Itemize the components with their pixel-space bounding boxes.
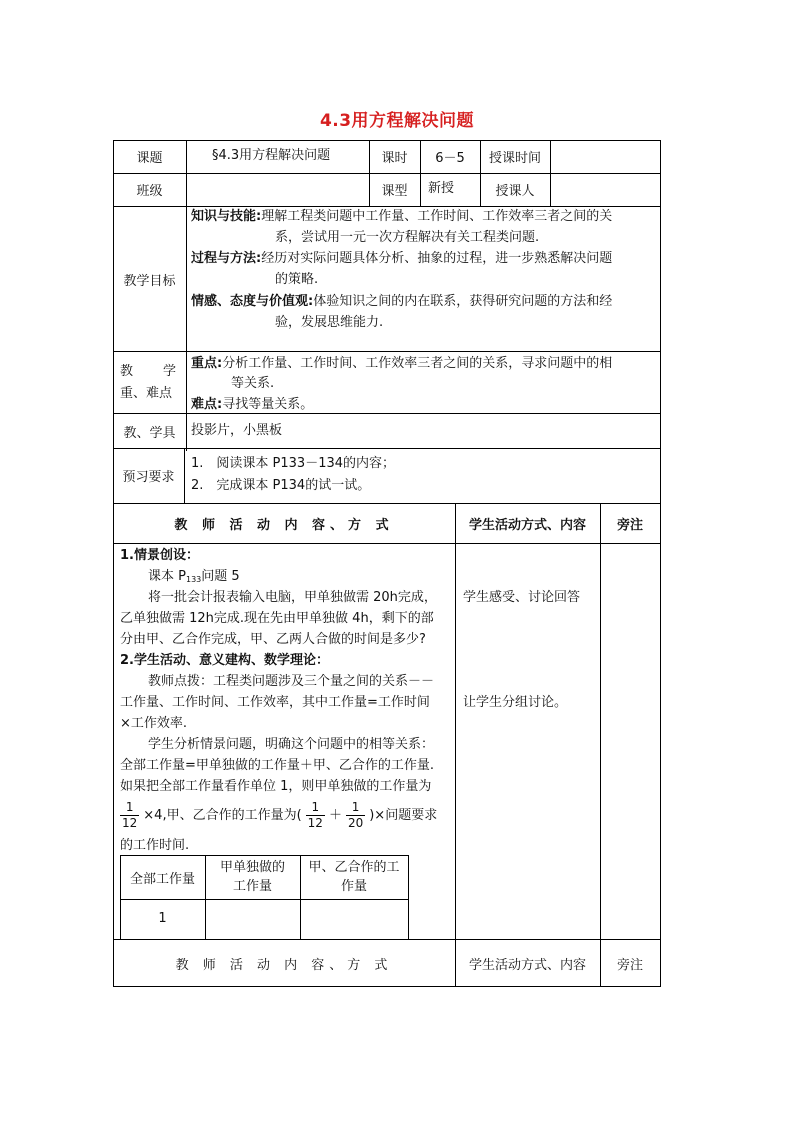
guidance-line-2: 工作量、工作时间、工作效率，其中工作量=工作时间 (120, 695, 430, 710)
period-value: 6－5 (435, 151, 465, 166)
analysis-line-1: 学生分析情景问题，明确这个问题中的相等关系： (148, 737, 435, 752)
teacher-activity-header: 教 师 活 动 内 容、方 式 (174, 518, 394, 533)
problem-line-3: 分由甲、乙合作完成，甲、乙两人合做的时间是多少? (120, 632, 426, 647)
student-activity-1: 学生感受、讨论回答 (463, 590, 581, 605)
section-2-heading: 2.学生活动、意义建构、数学理论： (120, 653, 329, 668)
problem-line-2: 乙单独做需 12h完成.现在先由甲单独做 4h，剩下的部 (120, 611, 434, 626)
textbook-reference: 课本 $P_{133}$问题 5 (148, 569, 240, 584)
knowledge-line2: 系，尝试用一元一次方程解决有关工程类问题. (275, 230, 540, 245)
focus-label-c: 重、难点 (120, 386, 173, 401)
knowledge-title: 知识与技能: (191, 209, 262, 224)
preview-item-2: 2. 完成课本 P134的试一试。 (191, 478, 371, 493)
difficulty-title: 难点: (191, 397, 223, 412)
process-line1: 经历对实际问题具体分析、抽象的过程，进一步熟悉解决问题 (261, 251, 613, 266)
fraction-3-twentieth: $\frac{1}{20}$ (347, 800, 364, 830)
footer-student-header: 学生活动方式、内容 (468, 958, 586, 973)
period-label: 课时 (381, 151, 408, 166)
difficulty-point (191, 395, 313, 415)
section-1-heading: 1.情景创设： (120, 548, 199, 563)
inner-col-jia: 甲单独做的 工作量 (219, 860, 285, 894)
preview-label: 预习要求 (122, 470, 175, 485)
process-title: 过程与方法: (191, 251, 262, 266)
process-goal (191, 249, 612, 269)
focus-label-a: 教 (120, 364, 134, 379)
topic-label: 课题 (136, 151, 163, 166)
tools-label: 教、学具 (123, 426, 176, 441)
topic-value: §4.3用方程解决问题 (212, 148, 331, 163)
class-label: 班级 (136, 184, 163, 199)
analysis-line-3: 如果把全部工作量看作单位 1，则甲单独做的工作量为 (120, 779, 432, 794)
guidance-line-1: 教师点拨：工程类问题涉及三个量之间的关系－－ (148, 674, 435, 689)
analysis-line-5: 的工作时间. (120, 838, 190, 853)
key-point (191, 354, 612, 374)
inner-row1-total: 1 (158, 911, 167, 926)
goals-label: 教学目标 (123, 274, 176, 289)
student-activity-2: 让学生分组讨论。 (463, 695, 568, 710)
guidance-line-3: ×工作效率. (120, 716, 188, 731)
fraction-expression: $\frac{1}{12}$ ×4,甲、乙合作的工作量为( $\frac{1}{12}$ ＋ $\frac{1}{20}$ )×问题要求 (122, 800, 438, 830)
student-activity-header: 学生活动方式、内容 (468, 518, 586, 533)
inner-col-joint: 甲、乙合作的工 作量 (308, 860, 400, 894)
knowledge-line1: 理解工程类问题中工作量、工作时间、工作效率三者之间的关 (261, 209, 613, 224)
focus-label-b: 学 (163, 364, 177, 379)
process-line2: 的策略. (275, 272, 319, 287)
footer-notes-header: 旁注 (616, 958, 643, 973)
emotion-line2: 验，发展思维能力. (275, 315, 384, 330)
analysis-line-2: 全部工作量=甲单独做的工作量＋甲、乙合作的工作量. (120, 758, 435, 773)
notes-header: 旁注 (616, 518, 643, 533)
knowledge-goal (191, 207, 612, 227)
teacher-label: 授课人 (495, 184, 535, 199)
page-title: 4.3用方程解决问题 (319, 111, 475, 131)
difficulty-text: 寻找等量关系。 (222, 397, 314, 412)
time-label: 授课时间 (488, 151, 541, 166)
key-line1: 分析工作量、工作时间、工作效率三者之间的关系，寻求问题中的相 (222, 356, 613, 371)
key-title: 重点: (191, 356, 223, 371)
footer-teacher-header: 教 师 活 动 内 容、方 式 (175, 958, 393, 973)
fraction-1-twelfth: $\frac{1}{12}$ (122, 800, 138, 830)
emotion-title: 情感、态度与价值观: (191, 294, 314, 309)
preview-item-1: 1. 阅读课本 P133－134的内容； (191, 456, 396, 471)
problem-line-1: 将一批会计报表输入电脑，甲单独做需 20h完成， (148, 590, 437, 605)
inner-col-total: 全部工作量 (129, 872, 195, 887)
emotion-goal (191, 292, 612, 312)
fraction-2-twelfth: $\frac{1}{12}$ (307, 800, 323, 830)
key-line2: 等关系. (231, 376, 275, 391)
type-value: 新授 (428, 181, 455, 196)
tools-value: 投影片，小黑板 (191, 423, 283, 438)
type-label: 课型 (381, 184, 408, 199)
emotion-line1: 体验知识之间的内在联系，获得研究问题的方法和经 (313, 294, 613, 309)
